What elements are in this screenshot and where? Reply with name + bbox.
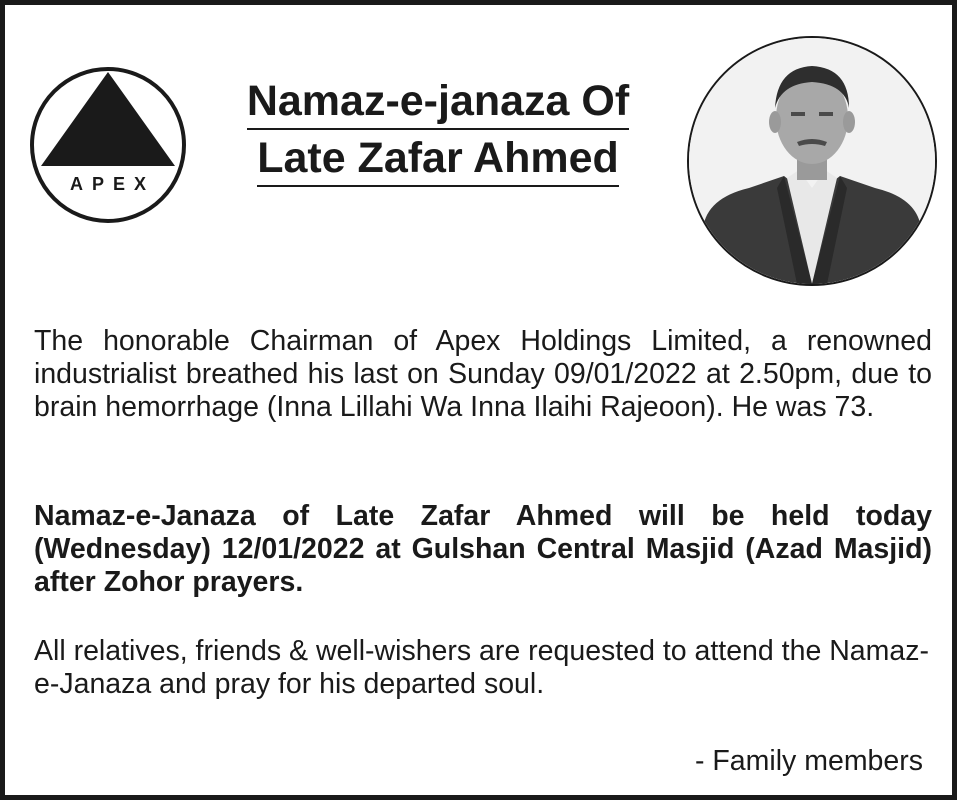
apex-triangle-icon: [29, 66, 187, 224]
paragraph-announcement: The honorable Chairman of Apex Holdings Limited, a renowned industrialist breathed his last on Sunday 09/01/2022 at 2.50pm, due to brain hemorrhage (Inna Lillahi Wa Inna Ilaihi Rajeoon). He was 73.: [34, 325, 932, 423]
apex-logo: [29, 66, 187, 224]
portrait-photo: [687, 36, 937, 286]
signoff: - Family members: [694, 745, 923, 777]
paragraph-janaza-details: Namaz-e-Janaza of Late Zafar Ahmed will be held today (Wednesday) 12/01/2022 at Gulshan Central Masjid (Azad Masjid) after Zohor prayers.: [34, 500, 932, 598]
paragraph-request: All relatives, friends & well-wishers are requested to attend the Namaz-e-Janaza and pray for his departed soul.: [34, 635, 929, 700]
title-line-1: Namaz-e-janaza Of: [247, 78, 629, 130]
logo-text: APEX: [69, 174, 156, 194]
portrait-icon: [689, 38, 935, 284]
notice-title: [229, 73, 647, 187]
title-line-2: Late Zafar Ahmed: [257, 135, 619, 187]
